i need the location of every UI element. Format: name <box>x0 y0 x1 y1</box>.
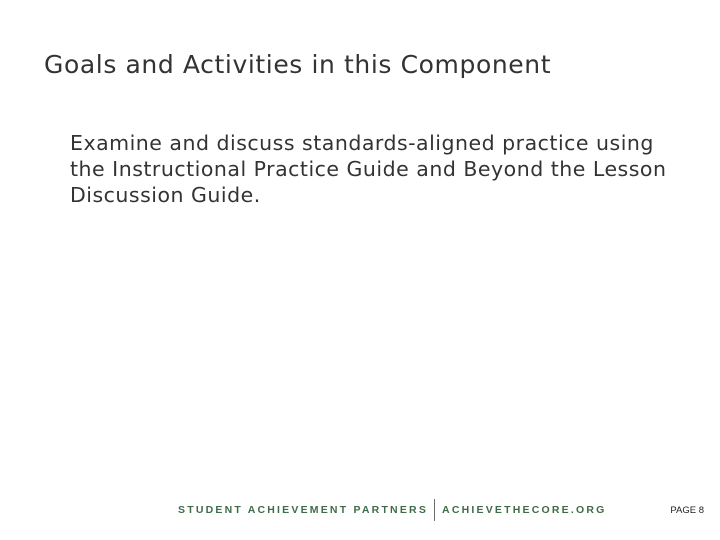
page-number: PAGE 8 <box>670 505 704 516</box>
slide-title: Goals and Activities in this Component <box>44 50 552 79</box>
logo-divider <box>434 499 435 521</box>
slide-body-text: Examine and discuss standards-aligned practice using the Instructional Practice Guide and Beyond the Lesson Discussion Guide. <box>70 131 667 207</box>
organization-name: STUDENT ACHIEVEMENT PARTNERS <box>178 504 429 516</box>
website-label: ACHIEVETHECORE.ORG <box>442 504 607 516</box>
footer-logo <box>178 498 606 522</box>
